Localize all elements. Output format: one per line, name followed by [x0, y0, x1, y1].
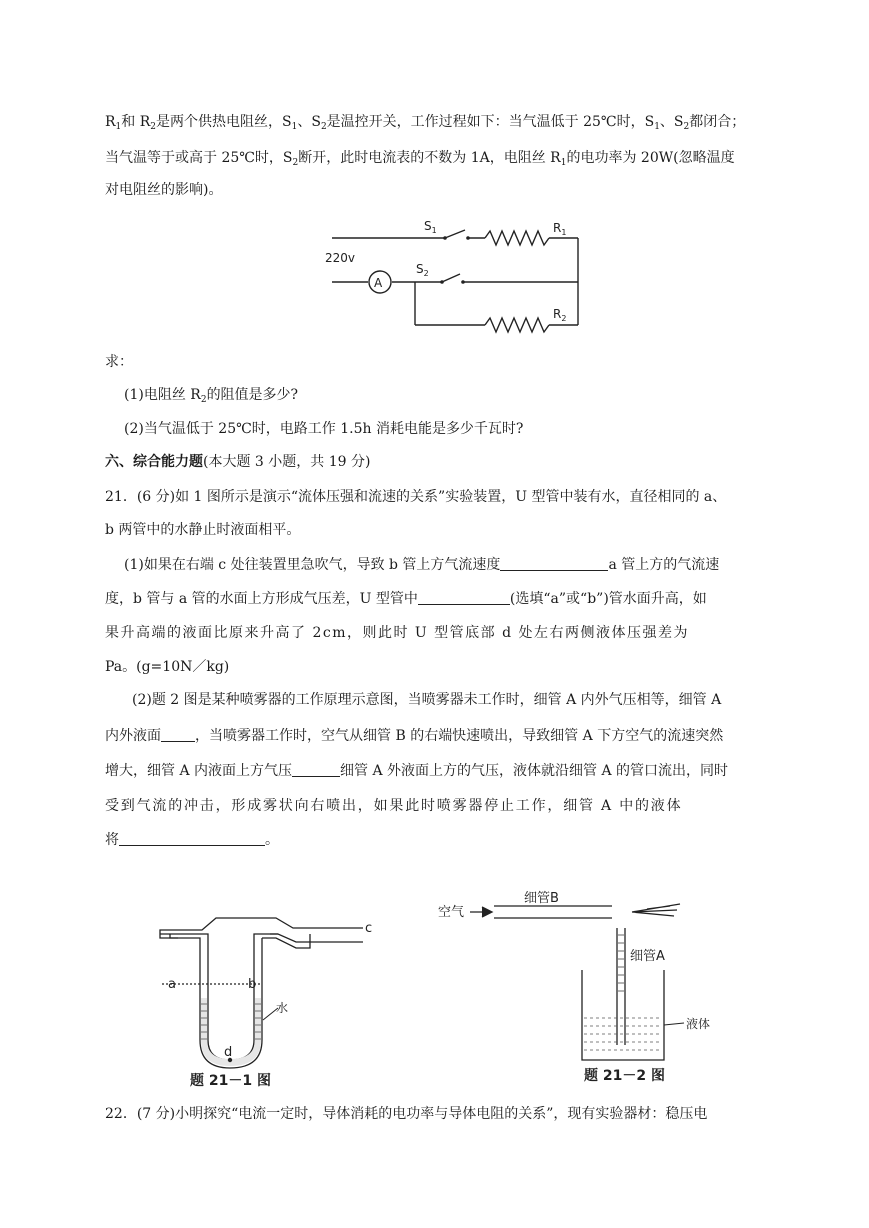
voltage-label: 220v — [325, 251, 356, 265]
q21-p1-line-2: 度，b 管与 a 管的水面上方形成气压差，U 型管中 (选填“a”或“b”)管水面升高，如 — [105, 591, 707, 607]
question-1: (1)电阻丝 $R_2$的阻值是多少? — [124, 387, 299, 405]
section-title: 六、综合能力题 — [105, 454, 203, 470]
q22-line-1: 22．(7 分)小明探究“电流一定时，导体消耗的电功率与导体电阻的关系”，现有实验器材：稳压电 — [105, 1106, 708, 1122]
r1-text: R — [105, 114, 116, 130]
label-liquid: 液体 — [686, 1017, 711, 1031]
arrow-head-icon — [482, 907, 492, 917]
sub: 1 — [560, 158, 567, 168]
figure-21-2-sprayer — [432, 890, 712, 1090]
label-water: 水 — [276, 1001, 289, 1015]
intro-line-1 — [105, 112, 745, 132]
label-b: b — [248, 977, 257, 992]
text: 都闭合； — [689, 114, 746, 130]
top-pipe — [170, 934, 310, 948]
label-air: 空气 — [438, 905, 465, 920]
label-c: c — [365, 921, 373, 936]
switch-s2 — [442, 274, 460, 282]
q21-p2-line-5: 将 。 — [105, 832, 279, 848]
caption-21-1: 题 21－1 图 — [190, 1073, 271, 1088]
s2-label: $S_2$ — [416, 262, 429, 278]
r2-label: $R_2$ — [553, 307, 567, 323]
sub: 2 — [683, 122, 690, 132]
q21-p1-line-4: Pa。(g=10N／kg) — [105, 659, 230, 675]
ask-label: 求： — [105, 354, 133, 370]
label-a: a — [168, 977, 176, 992]
s1-label: $S_1$ — [424, 219, 437, 235]
sub: 1 — [115, 122, 122, 132]
text: 断开，此时电流表的不数为 1A，电阻丝 R — [298, 150, 561, 166]
sub: 2 — [292, 158, 299, 168]
q21-p1-line-1: (1)如果在右端 c 处往装置里急吹气，导致 b 管上方气流速度 a 管上方的气流速 — [124, 557, 720, 573]
q21-p2-line-2: 内外液面 ，当喷雾器工作时，空气从细管 B 的右端快速喷出，导致细管 A 下方空气的流速突然 — [105, 728, 724, 744]
sub: 2 — [320, 122, 327, 132]
circuit-diagram — [320, 210, 590, 335]
answer-blank[interactable] — [161, 727, 195, 742]
q21-line-1: 21．(6 分)如 1 图所示是演示“流体压强和流速的关系”实验装置，U 型管中装有水，直径相同的 a、 — [105, 489, 727, 505]
r1-label: $R_1$ — [553, 221, 567, 237]
sub: 1 — [654, 122, 660, 132]
intro-line-3: 对电阻丝的影响)。 — [105, 182, 223, 198]
label-tube-a: 细管A — [630, 949, 665, 964]
container — [582, 970, 664, 1060]
text: 的电功率为 20W(忽略温度 — [566, 150, 735, 166]
answer-blank[interactable] — [119, 831, 265, 846]
text: 是两个供热电阻丝，S — [156, 114, 292, 130]
caption-21-2: 题 21－2 图 — [584, 1068, 665, 1084]
sub: 1 — [291, 122, 298, 132]
text: 当气温等于或高于 25℃时，S — [105, 150, 293, 166]
answer-blank[interactable] — [500, 556, 608, 571]
answer-blank[interactable] — [292, 762, 340, 777]
text: 、S — [297, 114, 321, 130]
q21-p2-line-3: 增大，细管 A 内液面上方气压 细管 A 外液面上方的气压，液体就沿细管 A 的管口流出，同时 — [105, 763, 729, 779]
answer-blank[interactable] — [418, 590, 510, 605]
resistor-r1 — [485, 231, 549, 245]
spray-icon — [632, 904, 680, 916]
figure-21-1-u-tube — [158, 908, 383, 1088]
q21-p1-line-3: 果升高端的液面比原来升高了 2cm，则此时 U 型管底部 d 处左右两侧液体压强差为 — [105, 625, 690, 641]
label-d: d — [224, 1045, 233, 1060]
resistor-r2 — [485, 318, 549, 332]
q21-line-2: b 两管中的水静止时液面相平。 — [105, 522, 301, 538]
section-6-heading — [105, 452, 370, 472]
section-note: (本大题 3 小题，共 19 分) — [203, 454, 371, 470]
switch-s1 — [445, 230, 465, 238]
sub: 2 — [150, 122, 157, 132]
q21-p2-line-4: 受到气流的冲击，形成雾状向右喷出，如果此时喷雾器停止工作，细管 A 中的液体 — [105, 798, 683, 814]
question-2: (2)当气温低于 25℃时，电路工作 1.5h 消耗电能是多少千瓦时? — [124, 421, 524, 437]
text: 是温控开关，工作过程如下：当气温低于 25℃时，S — [326, 114, 655, 130]
intro-line-2 — [105, 148, 735, 168]
q21-p2-line-1: (2)题 2 图是某种喷雾器的工作原理示意图，当喷雾器未工作时，细管 A 内外气压相等，细管 A — [132, 692, 722, 708]
label-tube-b: 细管B — [524, 891, 559, 906]
text: 、S — [659, 114, 684, 130]
u-tube-inner — [178, 938, 262, 1068]
text: 和 R — [121, 114, 151, 130]
ammeter-label: A — [374, 276, 383, 290]
